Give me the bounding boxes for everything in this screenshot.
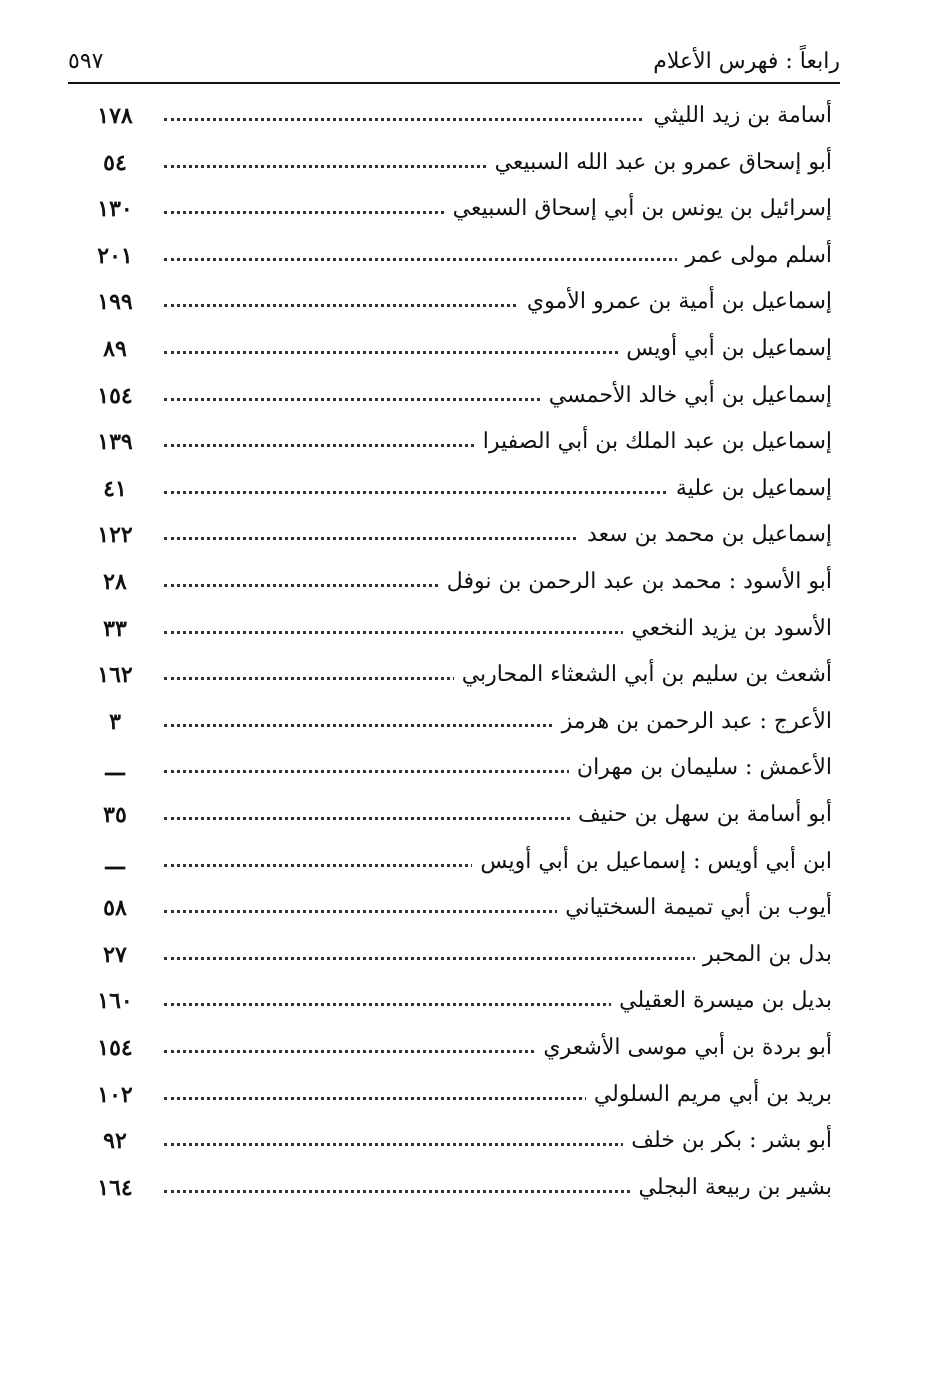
entry-page-number: ١٣٠ bbox=[97, 196, 133, 222]
entry-page-number: ٤١ bbox=[103, 476, 127, 502]
index-entry bbox=[80, 96, 832, 136]
entry-name: أسامة بن زيد الليثي bbox=[645, 102, 832, 130]
index-entry bbox=[80, 329, 832, 369]
entry-page-number: ـــ bbox=[105, 849, 125, 875]
entry-name: الأعرج : عبد الرحمن بن هرمز bbox=[554, 708, 832, 736]
index-entry bbox=[80, 888, 832, 928]
entry-page-number: ٢٨ bbox=[103, 569, 127, 595]
index-entry bbox=[80, 609, 832, 649]
entry-name: أبو أسامة بن سهل بن حنيف bbox=[570, 801, 832, 829]
page-number: ٥٩٧ bbox=[68, 49, 104, 74]
section-title: رابعاً : فهرس الأعلام bbox=[653, 49, 840, 74]
entry-name: بريد بن أبي مريم السلولي bbox=[586, 1081, 832, 1109]
index-entry bbox=[80, 515, 832, 555]
entry-page-number: ٥٨ bbox=[103, 895, 127, 921]
entry-name: ابن أبي أويس : إسماعيل بن أبي أويس bbox=[472, 848, 832, 876]
index-entry bbox=[80, 1028, 832, 1068]
entry-name: إسماعيل بن أبي أويس bbox=[618, 335, 832, 363]
index-entry bbox=[80, 935, 832, 975]
entry-page-number: ٣٣ bbox=[103, 616, 127, 642]
index-entry bbox=[80, 236, 832, 276]
entry-page-number: ١٩٩ bbox=[97, 289, 133, 315]
entry-page-number: ٨٩ bbox=[103, 336, 127, 362]
entry-page-number: ٣٥ bbox=[103, 802, 127, 828]
entry-page-number: ١٥٤ bbox=[97, 383, 133, 409]
index-entry bbox=[80, 981, 832, 1021]
entry-page-number: ٩٢ bbox=[103, 1128, 127, 1154]
entry-page-number: ٥٤ bbox=[103, 150, 127, 176]
index-entry bbox=[80, 143, 832, 183]
entry-name: أبو بردة بن أبي موسى الأشعري bbox=[535, 1034, 832, 1062]
index-entry bbox=[80, 422, 832, 462]
entry-name: أشعث بن سليم بن أبي الشعثاء المحاربي bbox=[454, 661, 832, 689]
index-entry bbox=[80, 1168, 832, 1208]
index-entry bbox=[80, 702, 832, 742]
entry-name: بدل بن المحبر bbox=[695, 941, 832, 969]
index-entry bbox=[80, 376, 832, 416]
entry-name: إسرائيل بن يونس بن أبي إسحاق السبيعي bbox=[445, 195, 832, 223]
entry-page-number: ـــ bbox=[105, 755, 125, 781]
entry-page-number: ١٦٠ bbox=[97, 988, 133, 1014]
entry-name: بديل بن ميسرة العقيلي bbox=[611, 987, 832, 1015]
entry-name: إسماعيل بن عبد الملك بن أبي الصفيرا bbox=[475, 428, 832, 456]
entry-page-number: ١٠٢ bbox=[97, 1082, 133, 1108]
entry-name: أبو إسحاق عمرو بن عبد الله السبيعي bbox=[487, 149, 832, 177]
index-entry bbox=[80, 1075, 832, 1115]
entry-page-number: ١٦٤ bbox=[97, 1175, 133, 1201]
entry-page-number: ٢٠١ bbox=[97, 243, 133, 269]
entry-page-number: ١٥٤ bbox=[97, 1035, 133, 1061]
index-entry bbox=[80, 562, 832, 602]
entry-name: إسماعيل بن أمية بن عمرو الأموي bbox=[519, 288, 832, 316]
entry-name: أيوب بن أبي تميمة السختياني bbox=[557, 894, 832, 922]
entry-page-number: ١٢٢ bbox=[97, 522, 133, 548]
entry-name: الأسود بن يزيد النخعي bbox=[623, 615, 832, 643]
entry-name: أسلم مولى عمر bbox=[677, 242, 832, 270]
entry-name: أبو بشر : بكر بن خلف bbox=[623, 1127, 832, 1155]
entry-name: إسماعيل بن أبي خالد الأحمسي bbox=[541, 382, 832, 410]
entry-page-number: ٣ bbox=[109, 709, 121, 735]
entry-page-number: ١٦٢ bbox=[97, 662, 133, 688]
entry-name: الأعمش : سليمان بن مهران bbox=[569, 754, 832, 782]
entry-page-number: ٢٧ bbox=[103, 942, 127, 968]
index-entry bbox=[80, 795, 832, 835]
index-entry bbox=[80, 1121, 832, 1161]
entry-name: إسماعيل بن علية bbox=[668, 475, 832, 503]
entry-name: بشير بن ربيعة البجلي bbox=[631, 1174, 832, 1202]
entry-page-number: ١٣٩ bbox=[97, 429, 133, 455]
index-entry bbox=[80, 189, 832, 229]
index-entry bbox=[80, 655, 832, 695]
entry-page-number: ١٧٨ bbox=[97, 103, 133, 129]
index-entry bbox=[80, 842, 832, 882]
index-entry bbox=[80, 469, 832, 509]
entry-name: أبو الأسود : محمد بن عبد الرحمن بن نوفل bbox=[439, 568, 832, 596]
entry-name: إسماعيل بن محمد بن سعد bbox=[579, 521, 832, 549]
index-entry bbox=[80, 748, 832, 788]
index-entry bbox=[80, 282, 832, 322]
